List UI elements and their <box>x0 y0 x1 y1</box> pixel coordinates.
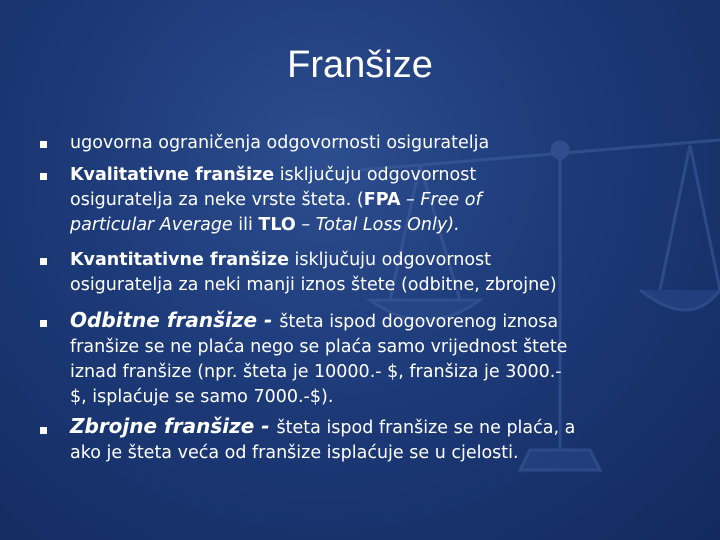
list-item <box>70 414 670 466</box>
bullet-square-icon <box>40 141 47 148</box>
list-item <box>70 308 670 410</box>
item-text: franšize se ne plaća nego se plaća samo vrijednost štete <box>70 337 568 357</box>
item-italic: Total Loss Only). <box>315 215 460 235</box>
item-text: ako je šteta veća od franšize isplaćuje se u cjelosti. <box>70 443 519 463</box>
list-item <box>70 163 670 238</box>
list-item <box>70 248 670 298</box>
item-italic: Free of <box>420 190 482 210</box>
item-lead: Kvalitativne franšize <box>70 165 275 185</box>
item-text: isključuju odgovornost <box>274 165 477 185</box>
item-lead: Zbrojne franšize - <box>70 414 277 438</box>
item-text: iznad franšize (npr. šteta je 10000.- $, franšiza je 3000.- <box>70 362 562 382</box>
item-text: šteta ispod franšize se ne plaća, a <box>276 418 576 438</box>
slide-title: Franšize <box>287 44 433 86</box>
item-text: $, isplaćuje se samo 7000.-$). <box>70 387 334 407</box>
item-text: osiguratelja za neke vrste šteta. ( <box>70 190 364 210</box>
item-text: šteta ispod dogovorenog iznosa <box>279 312 559 332</box>
bullet-square-icon <box>40 258 47 265</box>
bullet-square-icon <box>40 427 47 434</box>
item-abbrev: FPA <box>363 190 401 210</box>
bullet-square-icon <box>40 173 47 180</box>
item-italic: particular Average <box>70 215 233 235</box>
item-text: ugovorna ograničenja odgovornosti osiguratelja <box>70 133 490 153</box>
item-lead: Kvantitativne franšize <box>70 250 289 270</box>
item-lead: Odbitne franšize - <box>70 308 280 332</box>
item-text: ili <box>232 215 259 235</box>
bullet-square-icon <box>40 320 47 327</box>
item-text: – <box>400 190 421 210</box>
item-text: isključuju odgovornost <box>288 250 492 270</box>
list-item <box>70 131 670 156</box>
item-abbrev: TLO <box>258 215 296 235</box>
item-text: osiguratelja za neki manji iznos štete (odbitne, zbrojne) <box>70 275 557 295</box>
item-text: – <box>295 215 316 235</box>
